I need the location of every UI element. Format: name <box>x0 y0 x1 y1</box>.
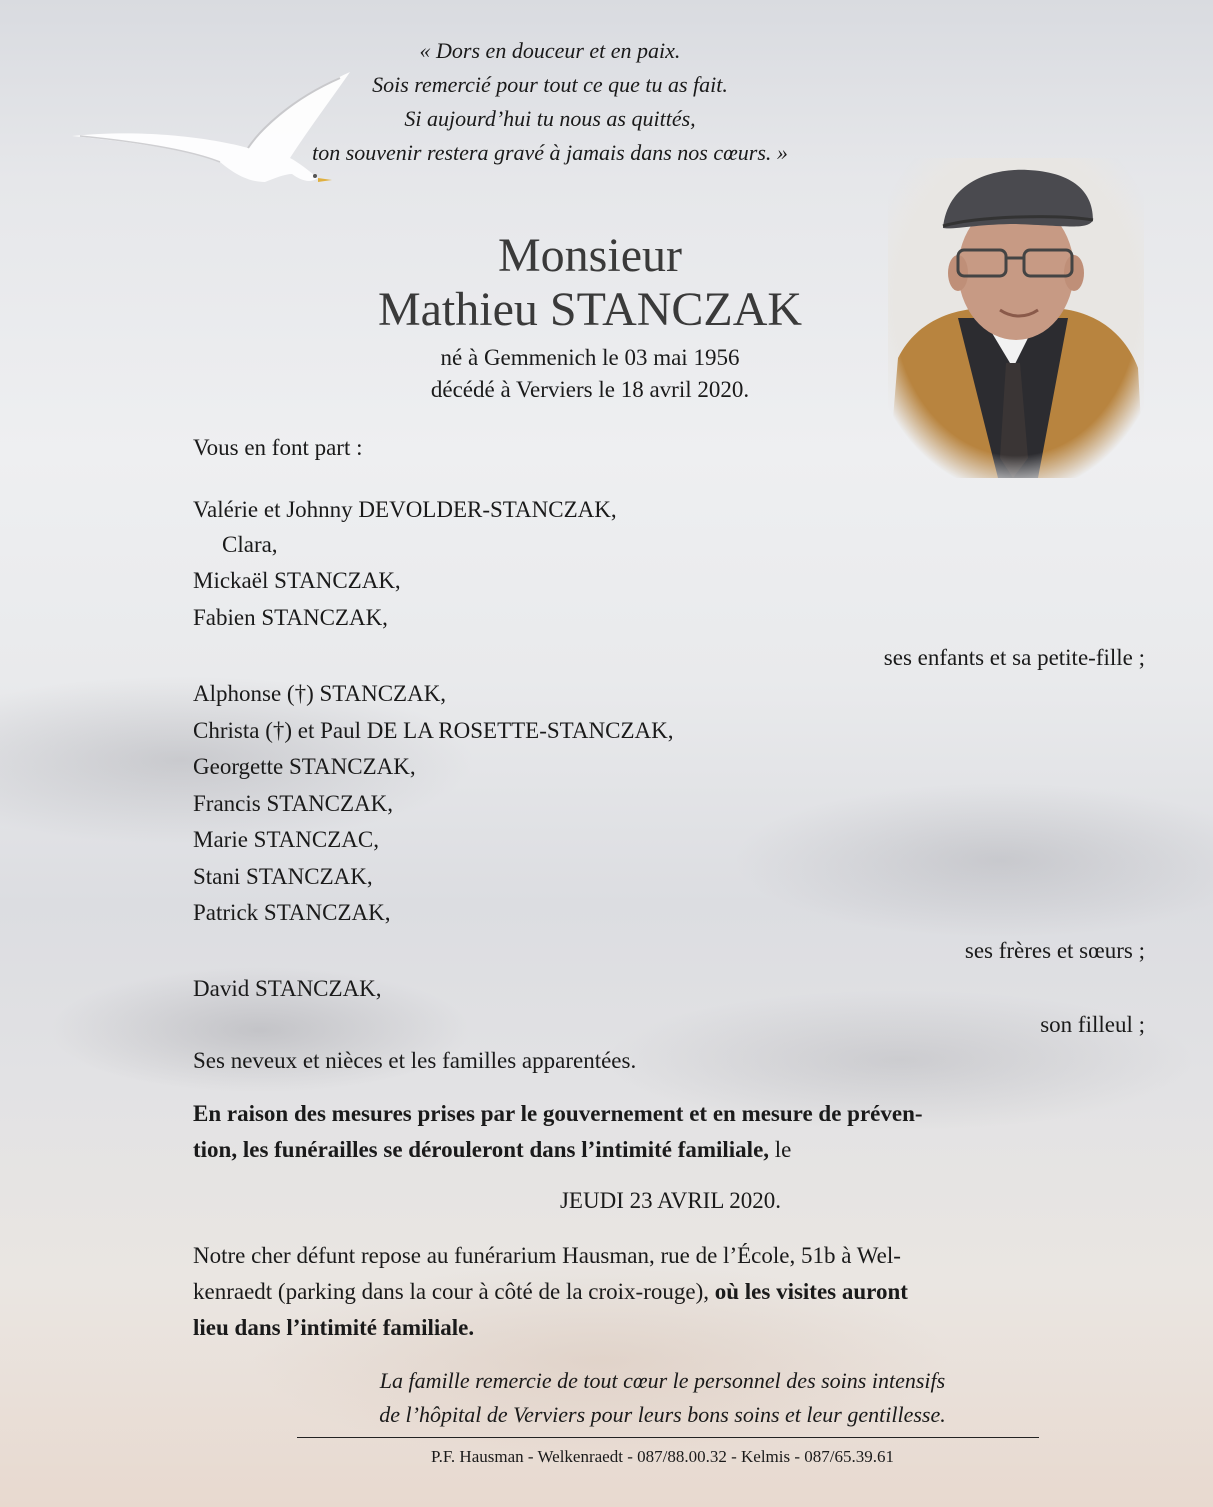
thanks-message <box>200 1364 1125 1432</box>
honorific: Monsieur <box>498 229 682 282</box>
relation-label: ses frères et sœurs ; <box>964 938 1145 963</box>
quote-line: « Dors en douceur et en paix. <box>419 38 681 63</box>
family-member: Alphonse (†) STANCZAK, <box>193 681 447 706</box>
quote-line: Sois remercié pour tout ce que tu as fait. <box>372 72 728 97</box>
relation-label: son filleul ; <box>1040 1012 1145 1037</box>
opening-quote <box>250 34 850 170</box>
family-member: Marie STANCZAC, <box>193 827 379 852</box>
notice-line: En raison des mesures prises par le gouvernement et en mesure de préven- <box>193 1101 923 1126</box>
notice-line-end: le <box>769 1137 792 1162</box>
covid-notice <box>193 1096 1148 1168</box>
death-line: décédé à Verviers le 18 avril 2020. <box>430 377 750 402</box>
birth-line: né à Gemmenich le 03 mai 1956 <box>440 345 740 370</box>
thanks-line: de l’hôpital de Verviers pour leurs bons soins et leur gentillesse. <box>379 1402 946 1427</box>
family-member: Christa (†) et Paul DE LA ROSETTE-STANCZAK, <box>193 718 674 743</box>
quote-line: ton souvenir restera gravé à jamais dans nos cœurs. » <box>312 140 788 165</box>
family-member: Francis STANCZAK, <box>193 791 394 816</box>
family-member: Fabien STANCZAK, <box>193 605 388 630</box>
family-member: Patrick STANCZAK, <box>193 900 391 925</box>
intro-text: Vous en font part : <box>193 435 363 460</box>
funeral-home-footer: P.F. Hausman - Welkenraedt - 087/88.00.32 - Kelmis - 087/65.39.61 <box>431 1447 894 1466</box>
family-member: Clara, <box>222 532 278 557</box>
quote-line: Si aujourd’hui tu nous as quittés, <box>404 106 696 131</box>
family-member: Stani STANCZAK, <box>193 864 373 889</box>
family-member: Valérie et Johnny DEVOLDER-STANCZAK, <box>193 497 617 522</box>
visit-line-bold: lieu dans l’intimité familiale. <box>193 1315 475 1340</box>
life-dates <box>240 342 940 406</box>
relatives-text: Ses neveux et nièces et les familles apparentées. <box>193 1048 637 1073</box>
funeral-date: JEUDI 23 AVRIL 2020. <box>559 1188 782 1213</box>
visit-line: kenraedt (parking dans la cour à côté de la croix-rouge), <box>193 1279 715 1304</box>
family-member: David STANCZAK, <box>193 976 382 1001</box>
thanks-line: La famille remercie de tout cœur le personnel des soins intensifs <box>379 1368 946 1393</box>
visit-line-bold: où les visites auront <box>714 1279 908 1304</box>
family-member: Georgette STANCZAK, <box>193 754 416 779</box>
footer-divider <box>297 1437 1039 1438</box>
family-member: Mickaël STANCZAK, <box>193 568 401 593</box>
visit-info <box>193 1238 1148 1346</box>
notice-line: tion, les funérailles se dérouleront dans l’intimité familiale, <box>193 1137 770 1162</box>
deceased-name: Mathieu STANCZAK <box>377 283 803 336</box>
visit-line: Notre cher défunt repose au funérarium Hausman, rue de l’École, 51b à Wel- <box>193 1243 901 1268</box>
relation-label: ses enfants et sa petite-fille ; <box>883 645 1145 670</box>
